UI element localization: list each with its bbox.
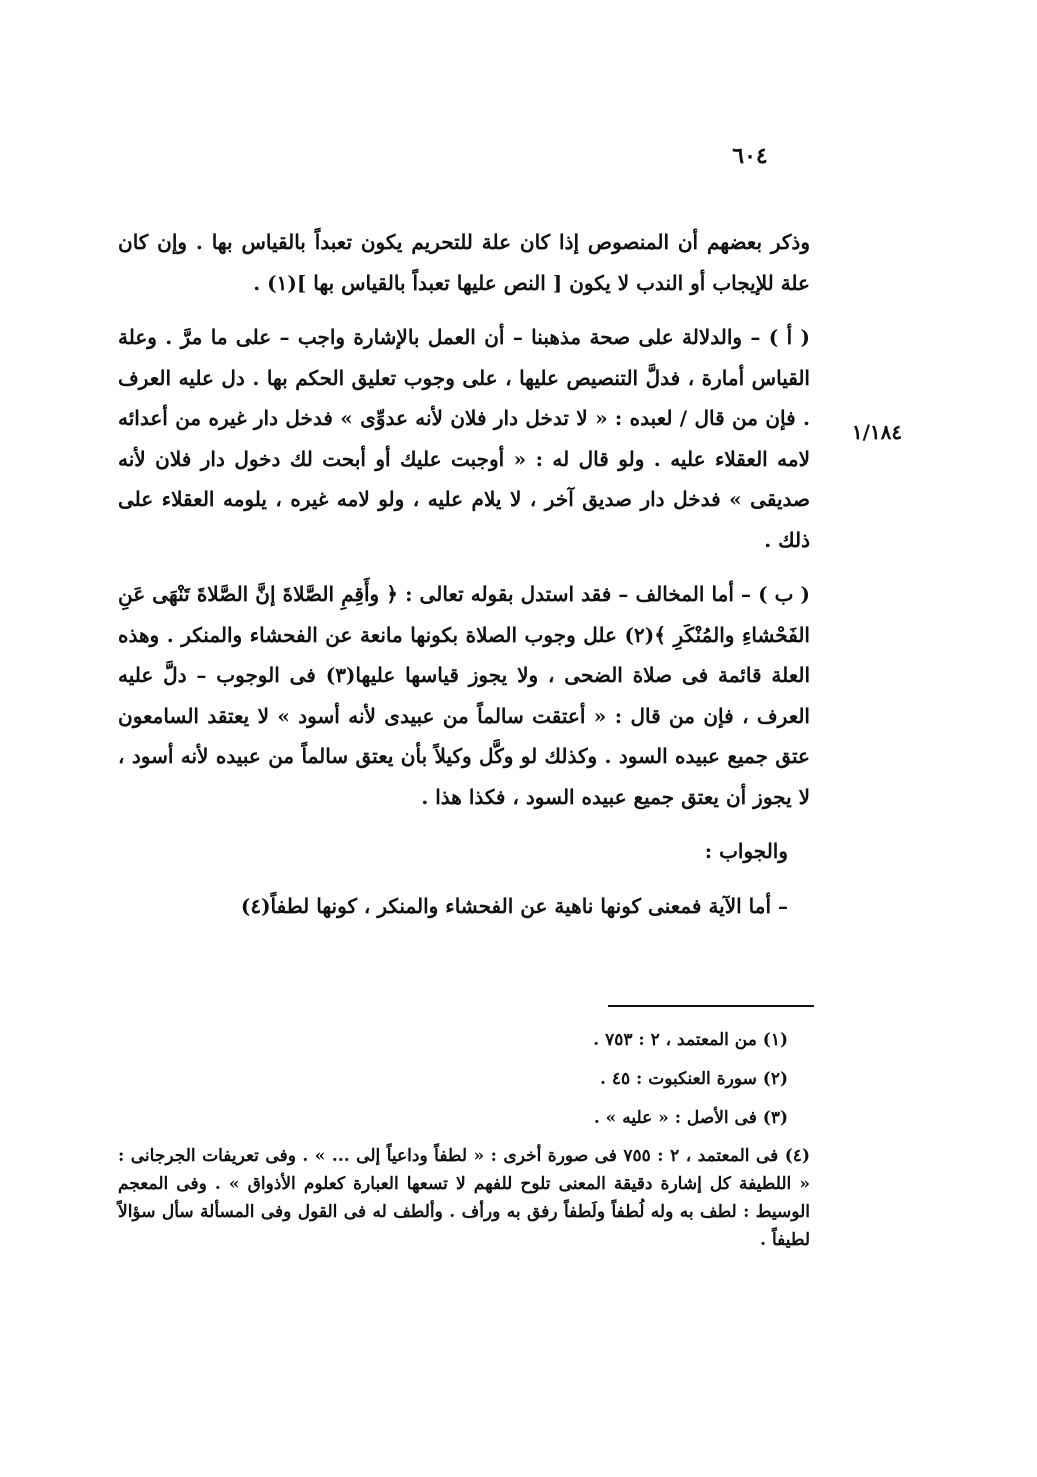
paragraph-intro: وذكر بعضهم أن المنصوص إذا كان علة للتحريم يكون تعبداً بالقياس بها . وإن كان علة للإيجاب أو الندب لا يكون [ النص عليها تعبداً بالقياس بها ](١) .	[118, 230, 810, 295]
footnote-2: (٢) سورة العنكبوت : ٤٥ .	[600, 1069, 788, 1089]
paragraph-answer-heading: والجواب :	[704, 839, 788, 863]
paragraph-a: ( أ ) – والدلالة على صحة مذهبنا – أن العمل بالإشارة واجب – على ما مرَّ . وعلة القياس أمارة ، فدلَّ التنصيص عليها ، على وجوب تعليق الحكم بها . دل عليه العرف . فإن من قال / لعبده : « لا تدخل دار فلان لأنه عدوِّى » فدخل دار غيره من أعدائه لامه العقلاء عليه . ولو قال له : « أوجبت عليك أو أبحت لك دخول دار فلان لأنه صديقى » فدخل دار صديق آخر ، لا يلام عليه ، ولو لامه غيره ، يلومه العقلاء على ذلك .	[118, 325, 810, 552]
page-number: ٦٠٤	[732, 143, 768, 169]
footnote-separator	[608, 1005, 814, 1007]
margin-folio-reference: ١/١٨٤	[851, 420, 903, 444]
footnotes	[118, 1025, 810, 1262]
footnote-3: (٣) فى الأصل : « عليه » .	[593, 1108, 788, 1128]
paragraph-answer: – أما الآية فمعنى كونها ناهية عن الفحشاء والمنكر ، كونها لطفاً(٤)	[240, 893, 788, 918]
footnote-4: (٤) فى المعتمد ، ٢ : ٧٥٥ فى صورة أخرى : « لطفاً وداعياً إلى ... » . وفى تعريفات الجرجانى : « اللطيفة كل إشارة دقيقة المعنى تلوح للفهم لا تسعها العبارة كعلوم الأذواق » . وفى المعجم الوسيط : لطف به وله لُطفاً ولَطفاً رفق به ورأف . وألطف له فى القول وفى المسألة سأل سؤالاً لطيفاً .	[118, 1146, 810, 1250]
main-text	[118, 222, 810, 940]
footnote-1: (١) من المعتمد ، ٢ : ٧٥٣ .	[593, 1030, 788, 1050]
paragraph-b: ( ب ) – أما المخالف – فقد استدل بقوله تعالى : ﴿ وأَقِمِ الصَّلاةَ إنَّ الصَّلاةَ تَنْهَى عَنِ الفَحْشاءِ والمُنْكَرِ ﴾(٢) علل وجوب الصلاة بكونها مانعة عن الفحشاء والمنكر . وهذه العلة قائمة فى صلاة الضحى ، ولا يجوز قياسها عليها(٣) فى الوجوب – دلَّ عليه العرف ، فإن من قال : « أعتقت سالماً من عبيدى لأنه أسود » لا يعتقد السامعون عتق جميع عبيده السود . وكذلك لو وكَّل وكيلاً بأن يعتق سالماً من عبيده لأنه أسود ، لا يجوز أن يعتق جميع عبيده السود ، فكذا هذا .	[118, 582, 811, 809]
